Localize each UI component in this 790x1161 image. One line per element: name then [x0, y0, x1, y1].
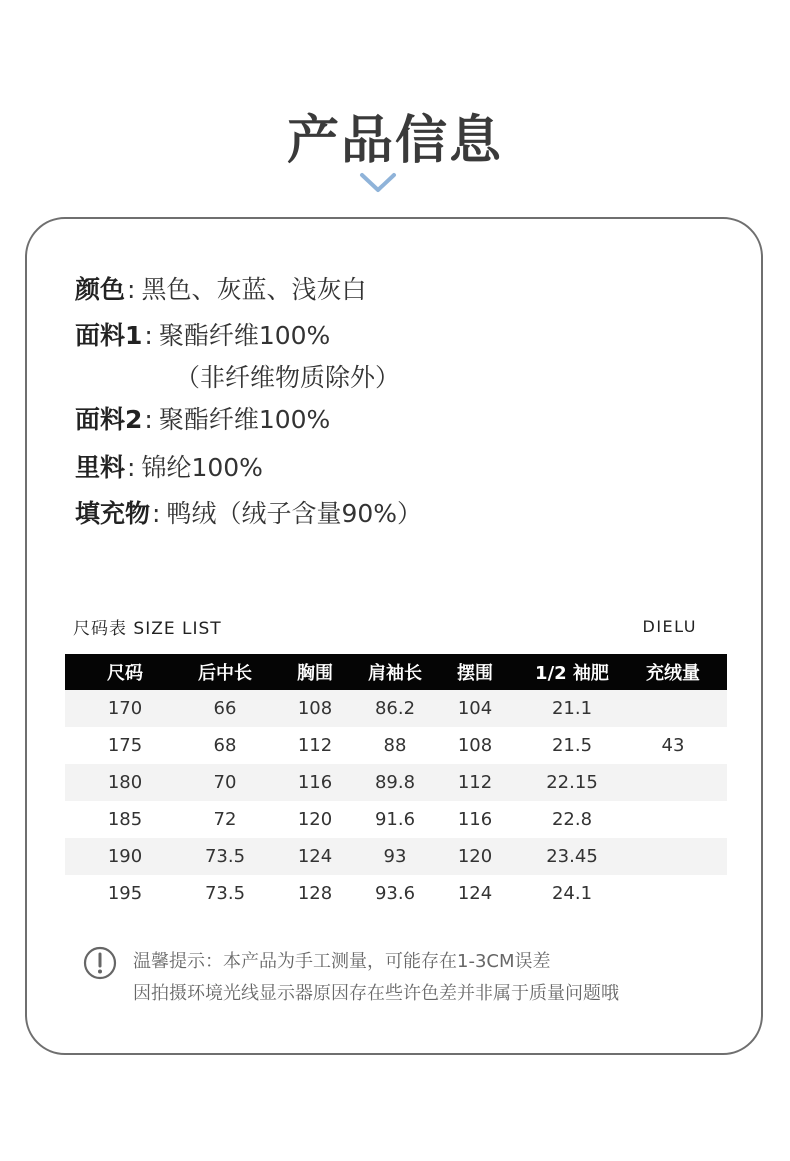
- table-row: [65, 875, 727, 912]
- column-header: 胸围: [297, 663, 333, 684]
- table-cell: 116: [457, 809, 493, 830]
- table-cell: 93: [383, 846, 407, 867]
- info-filling: 填充物: 鸭绒（绒子含量90%）: [75, 499, 423, 528]
- table-cell: 21.1: [551, 698, 593, 719]
- info-fabric2: 面料2: 聚酯纤维100%: [75, 405, 331, 434]
- info-value: （非纤维物质除外）: [175, 363, 401, 392]
- column-header: 尺码: [107, 663, 143, 684]
- brand-label: DIELU: [642, 617, 697, 636]
- table-cell: 72: [213, 809, 237, 830]
- info-key: 里料: [75, 453, 126, 482]
- table-row: [65, 764, 727, 801]
- table-cell: 128: [297, 883, 333, 904]
- info-card: [25, 217, 763, 1055]
- column-header: 后中长: [198, 663, 252, 684]
- table-cell: 112: [297, 735, 333, 756]
- column-header: 摆围: [457, 663, 493, 684]
- table-cell: 86.2: [374, 698, 416, 719]
- info-value: 锦纶100%: [141, 453, 263, 482]
- page-title: 产品信息: [286, 111, 503, 171]
- info-color: 颜色: 黑色、灰蓝、浅灰白: [75, 275, 367, 304]
- table-cell: 116: [297, 772, 333, 793]
- info-key: 颜色: [75, 275, 126, 304]
- info-fabric1-note: [175, 363, 400, 393]
- info-key: 面料1: [75, 321, 143, 350]
- table-cell: 73.5: [204, 883, 246, 904]
- info-key: 面料2: [75, 405, 143, 434]
- table-row: [65, 838, 727, 875]
- info-value: 聚酯纤维100%: [158, 405, 331, 434]
- table-cell: 23.45: [546, 846, 598, 867]
- table-cell: 120: [297, 809, 333, 830]
- exclamation-icon: [83, 946, 117, 980]
- table-cell: 91.6: [374, 809, 416, 830]
- table-cell: 185: [107, 809, 143, 830]
- column-header: 充绒量: [646, 663, 700, 684]
- table-cell: 43: [661, 735, 685, 756]
- tip-line-2: 因拍摄环境光线显示器原因存在些许色差并非属于质量问题哦: [133, 983, 619, 1004]
- table-cell: 24.1: [551, 883, 593, 904]
- table-cell: 21.5: [551, 735, 593, 756]
- info-lining: 里料: 锦纶100%: [75, 453, 263, 482]
- chevron-down-icon: [359, 172, 397, 194]
- size-table: [65, 654, 727, 912]
- table-cell: 68: [213, 735, 237, 756]
- table-row: [65, 727, 727, 764]
- table-cell: 175: [107, 735, 143, 756]
- info-key: 填充物: [75, 499, 151, 528]
- size-list-heading: 尺码表 SIZE LIST: [73, 619, 222, 639]
- table-cell: 73.5: [204, 846, 246, 867]
- table-cell: 108: [297, 698, 333, 719]
- table-cell: 112: [457, 772, 493, 793]
- table-cell: 124: [457, 883, 493, 904]
- column-header: 肩袖长: [368, 663, 422, 684]
- table-cell: 93.6: [374, 883, 416, 904]
- info-value: 聚酯纤维100%: [158, 321, 331, 350]
- table-cell: 195: [107, 883, 143, 904]
- table-body: [65, 690, 727, 912]
- table-cell: 104: [457, 698, 493, 719]
- table-cell: 70: [213, 772, 237, 793]
- table-cell: 88: [383, 735, 407, 756]
- table-cell: 124: [297, 846, 333, 867]
- tip-text: [133, 946, 619, 1010]
- table-cell: 22.15: [546, 772, 598, 793]
- table-cell: 170: [107, 698, 143, 719]
- info-value: 鸭绒（绒子含量90%）: [166, 499, 423, 528]
- table-cell: 66: [213, 698, 237, 719]
- tip-line-1: 温馨提示：本产品为手工测量，可能存在1-3CM误差: [133, 951, 551, 972]
- table-row: [65, 690, 727, 727]
- info-fabric1: 面料1: 聚酯纤维100%: [75, 321, 331, 350]
- table-cell: 108: [457, 735, 493, 756]
- table-header-row: [65, 654, 727, 690]
- table-cell: 89.8: [374, 772, 416, 793]
- table-cell: 22.8: [551, 809, 593, 830]
- column-header: 1/2 袖肥: [535, 663, 609, 684]
- table-cell: 180: [107, 772, 143, 793]
- table-cell: 190: [107, 846, 143, 867]
- info-value: 黑色、灰蓝、浅灰白: [141, 275, 367, 304]
- table-row: [65, 801, 727, 838]
- table-cell: 120: [457, 846, 493, 867]
